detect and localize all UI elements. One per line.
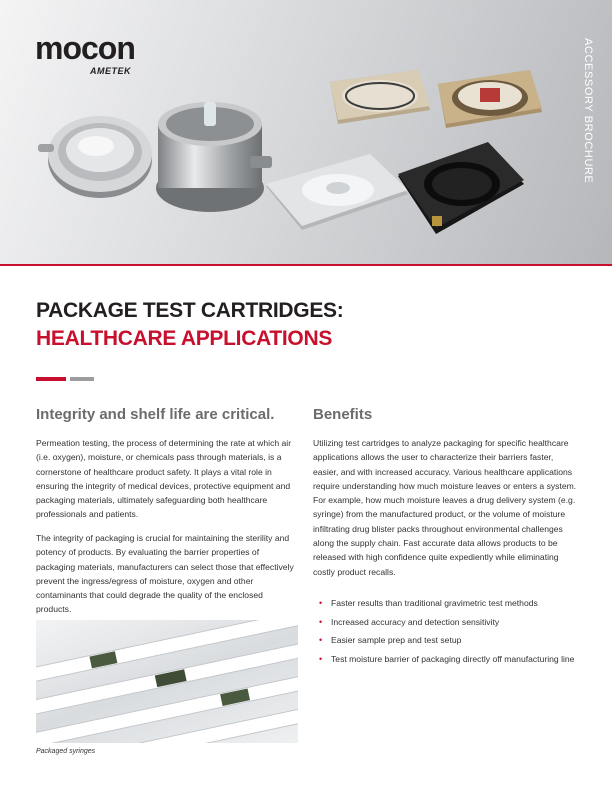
benefits-list — [313, 597, 578, 671]
bullet-text: Test moisture barrier of packaging directly off manufacturing line — [331, 653, 575, 664]
square-cartridge-sample-image — [428, 62, 546, 137]
square-cartridge-gasket-image — [318, 62, 433, 132]
accessory-brochure-label — [578, 38, 594, 184]
bullet-icon: • — [319, 598, 323, 608]
logo-wordmark: mocon — [35, 30, 135, 66]
black-cartridge-image — [392, 140, 532, 245]
bullet-text: Easier sample prep and test setup — [331, 635, 462, 645]
bullet-icon: • — [319, 616, 323, 627]
benefits-heading: Benefits — [313, 406, 373, 423]
bullet-icon: • — [319, 635, 323, 645]
packaging-integrity-paragraph: The integrity of packaging is crucial for maintaining the sterility and potency of products. By evaluating the barrier properties of packaging materials, manufacturers can select those that effectively prevent the ingress/egress of moisture, oxygen and other contaminants that could degrade the quality of the enclosed products. — [36, 533, 294, 615]
list-item — [313, 616, 578, 630]
bullet-text: Faster results than traditional gravimetric test methods — [331, 598, 538, 608]
integrity-heading: Integrity and shelf life are critical. — [36, 406, 275, 423]
accent-bar-grey — [70, 377, 94, 381]
accent-bar-red — [36, 377, 66, 381]
hero-banner — [0, 0, 612, 265]
list-item — [313, 634, 578, 648]
logo-ametek: AMETEK — [90, 66, 131, 76]
bullet-text: Increased accuracy and detection sensitivity — [331, 616, 500, 627]
cartridge-cylinder-image — [150, 88, 275, 218]
banner-divider — [0, 264, 612, 266]
list-item — [313, 597, 578, 611]
benefits-paragraph: Utilizing test cartridges to analyze packaging for specific healthcare applications allows the user to characterize their barriers faster, easier, and with increased accuracy. Various healthcare applications require understanding how much moisture leaves or enters a system. For example, how much moisture leaves a drug delivery system (e.g. syringe) from the manufactured product, or the volume of moisture infiltrating drug blister packs throughout environmental challenges along the supply chain. Fast accurate data allows products to be released with high confidence quite expediently while eliminating costly product recalls. — [313, 438, 577, 577]
packaged-syringes-photo — [36, 620, 298, 743]
photo-caption: Packaged syringes — [36, 748, 96, 755]
plate-cartridge-image — [262, 150, 412, 235]
bullet-icon: • — [319, 653, 323, 664]
page-title-line2: HEALTHCARE APPLICATIONS — [36, 327, 333, 350]
page-title-line1: PACKAGE TEST CARTRIDGES: — [36, 299, 344, 322]
list-item — [313, 653, 578, 667]
syringes-illustration — [36, 620, 298, 743]
cartridge-cap-image — [38, 100, 168, 210]
permeation-paragraph: Permeation testing, the process of determining the rate at which air (i.e. oxygen), moisture, or chemicals pass through materials, is a cornerstone of healthcare product safety. It plays a vital role in ensuring the integrity of medical devices, protective equipment and packaging materials, ultimately safeguarding both healthcare professionals and patients. — [36, 438, 292, 520]
side-label-text: ACCESSORY BROCHURE — [582, 38, 594, 184]
mocon-logo — [35, 30, 155, 80]
